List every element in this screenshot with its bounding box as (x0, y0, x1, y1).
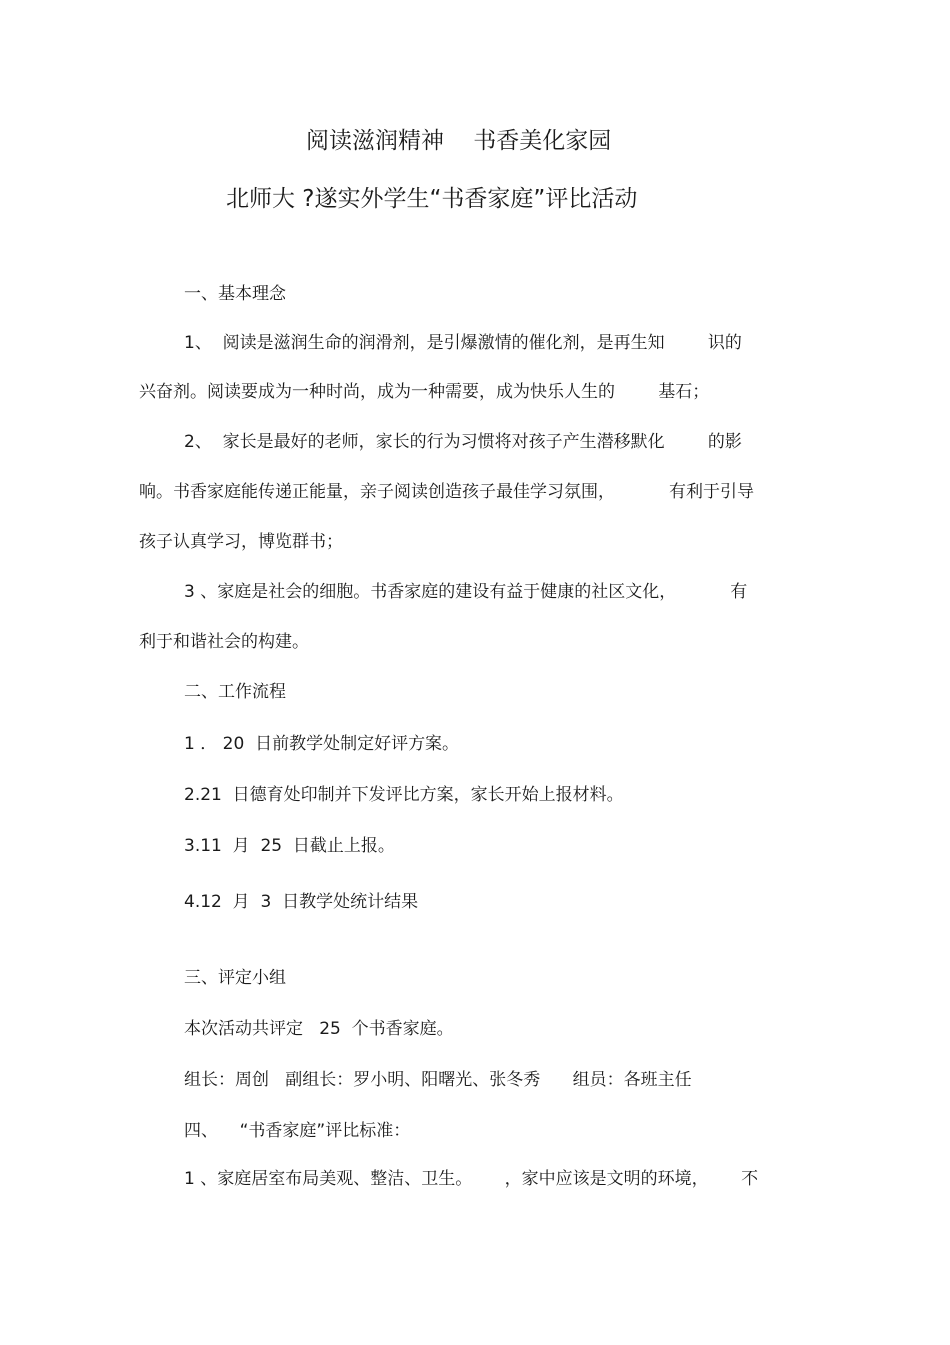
paragraph-line: 3 、家庭是社会的细胞。书香家庭的建设有益于健康的社区文化， 有 (184, 582, 748, 602)
paragraph-line: 1、 阅读是滋润生命的润滑剂，是引爆激情的催化剂，是再生知 识的 (184, 333, 742, 353)
section-1-heading: 一、基本理念 (184, 284, 286, 304)
paragraph-line: 响。书香家庭能传递正能量，亲子阅读创造孩子最佳学习氛围， 有利于引导 (139, 482, 755, 502)
paragraph-line: 孩子认真学习，博览群书； (139, 532, 343, 552)
paragraph-line: 兴奋剂。阅读要成为一种时尚，成为一种需要，成为快乐人生的 基石； (139, 382, 710, 402)
doc-subtitle: 北师大 ?遂实外学生“书香家庭”评比活动 (226, 186, 638, 212)
section-3-heading: 三、评定小组 (184, 968, 286, 988)
paragraph-line: 利于和谐社会的构建。 (139, 632, 309, 652)
workflow-step: 1 ． 20 日前教学处制定好评方案。 (184, 734, 460, 754)
workflow-step: 3.11 月 25 日截止上报。 (184, 836, 395, 856)
workflow-step: 4.12 月 3 日教学处统计结果 (184, 892, 419, 912)
doc-title: 阅读滋润精神 书香美化家园 (306, 128, 612, 154)
section-4-heading: 四、 “书香家庭”评比标准： (184, 1121, 411, 1141)
section-2-heading: 二、工作流程 (184, 682, 286, 702)
standard-item: 1 、家庭居室布局美观、整洁、卫生。 ，家中应该是文明的环境， 不 (184, 1169, 759, 1189)
panel-members: 组长：周创 副组长：罗小明、阳曙光、张冬秀 组员：各班主任 (184, 1070, 692, 1090)
paragraph-line: 2、 家长是最好的老师，家长的行为习惯将对孩子产生潜移默化 的影 (184, 432, 742, 452)
workflow-step: 2.21 日德育处印制并下发评比方案，家长开始上报材料。 (184, 785, 624, 805)
panel-summary: 本次活动共评定 25 个书香家庭。 (184, 1019, 454, 1039)
